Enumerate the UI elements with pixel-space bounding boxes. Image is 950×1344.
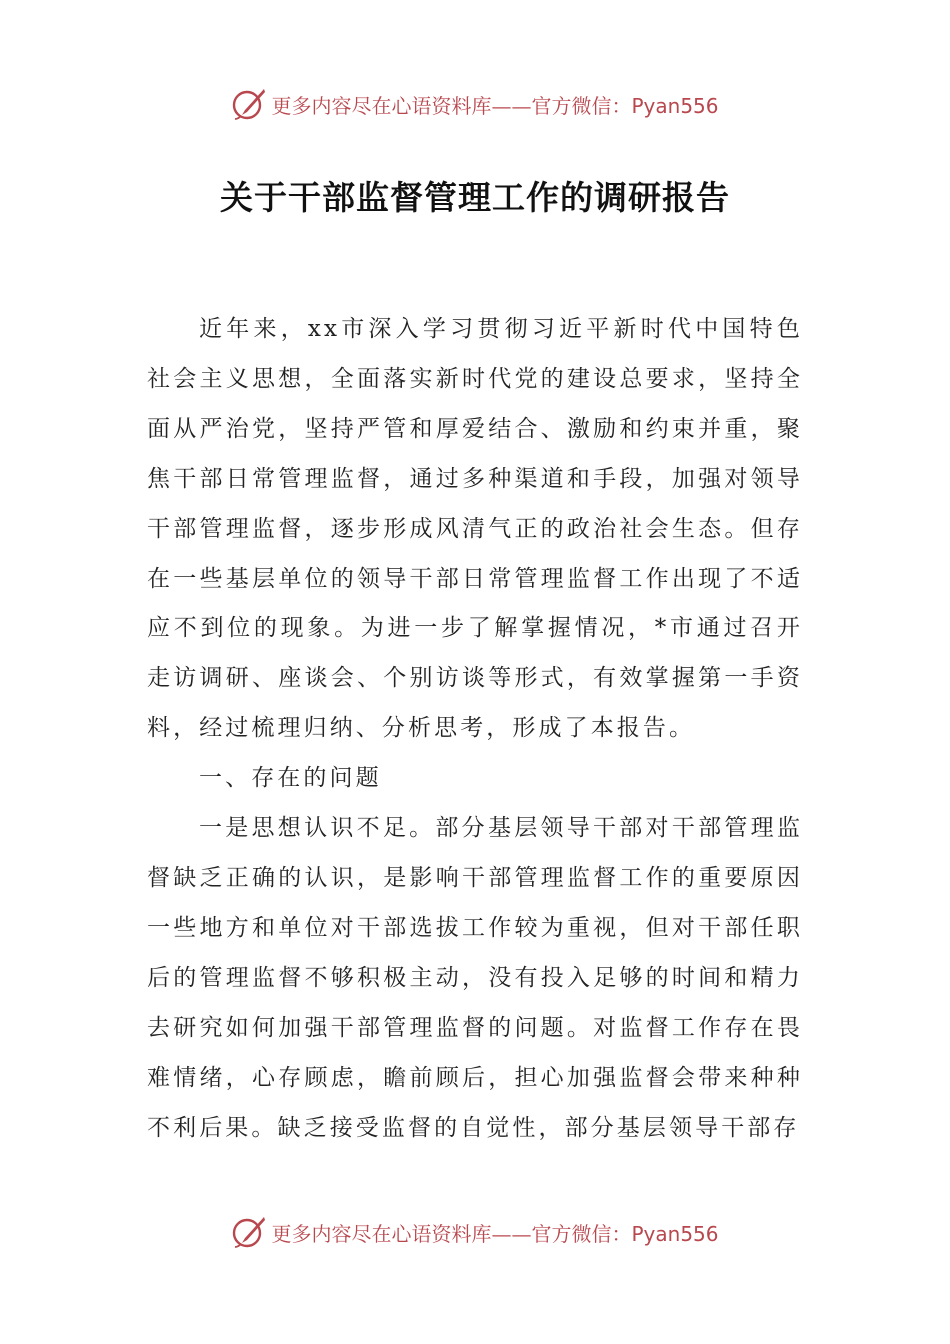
footer-banner — [0, 1212, 950, 1252]
banner-separator: —— — [491, 1221, 532, 1246]
banner-separator: —— — [491, 93, 532, 118]
document-title: 关于干部监督管理工作的调研报告 — [220, 178, 730, 217]
quill-pen-logo-icon — [231, 1214, 267, 1250]
section-heading: 一、存在的问题 — [199, 765, 382, 792]
banner-label: 官方微信： — [531, 93, 632, 118]
banner-label: 官方微信： — [531, 1221, 632, 1246]
banner-account: Pyan556 — [631, 1221, 719, 1246]
paragraph-issue-one: 一是思想认识不足。部分基层领导干部对干部管理监督缺乏正确的认识，是影响干部管理监督工作的重要原因一些地方和单位对干部选拔工作较为重视，但对干部任职后的管理监督不够积极主动，没有投入足够的时间和精力去研究如何加强干部管理监督的问题。对监督工作存在畏难情绪，心存顾虑，瞻前顾后，担心加强监督会带来种种不利后果。缺乏接受监督的自觉性，部分基层领导干部存 — [147, 815, 803, 1141]
banner-text — [271, 1218, 718, 1247]
banner-slogan: 更多内容尽在心语资料库 — [271, 1221, 492, 1246]
paragraph-intro: 近年来，xx市深入学习贯彻习近平新时代中国特色社会主义思想，全面落实新时代党的建设总要求，坚持全面从严治党，坚持严管和厚爱结合、激励和约束并重，聚焦干部日常管理监督，通过多种渠道和手段，加强对领导干部管理监督，逐步形成风清气正的政治社会生态。但存在一些基层单位的领导干部日常管理监督工作出现了不适应不到位的现象。为进一步了解掌握情况，*市通过召开走访调研、座谈会、个别访谈等形式，有效掌握第一手资料，经过梳理归纳、分析思考，形成了本报告。 — [147, 316, 803, 742]
banner-slogan: 更多内容尽在心语资料库 — [271, 93, 492, 118]
banner-account: Pyan556 — [631, 93, 719, 118]
quill-pen-logo-icon — [231, 86, 267, 122]
document-body — [147, 305, 803, 1153]
header-banner — [0, 84, 950, 124]
banner-text — [271, 90, 718, 119]
